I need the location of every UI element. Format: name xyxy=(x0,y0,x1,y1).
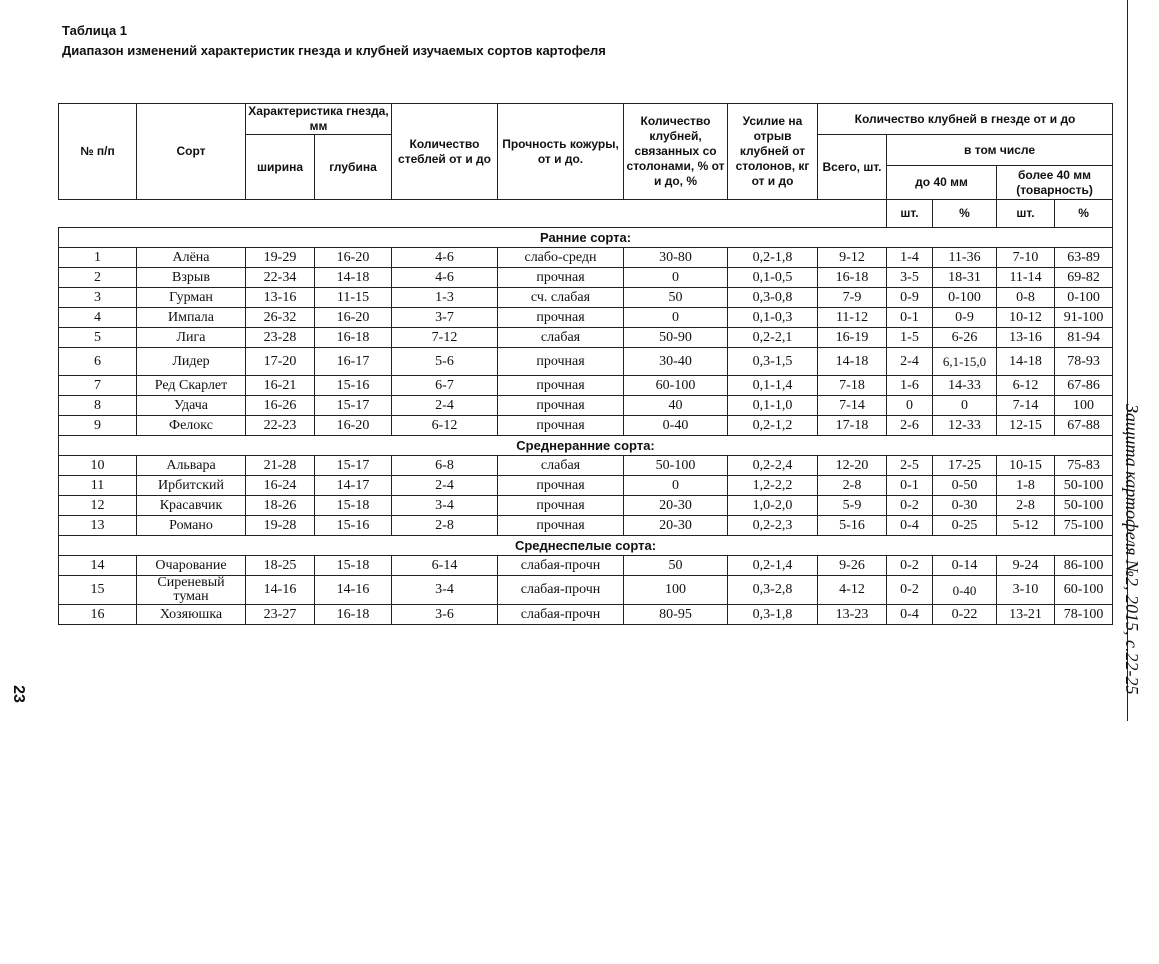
header-stems: Количество стеблей от и до xyxy=(392,104,498,200)
cell-over40-pcs: 13-16 xyxy=(997,328,1055,348)
cell-upto40-pcs: 2-6 xyxy=(887,416,933,436)
cell-depth: 16-20 xyxy=(315,248,392,268)
cell-skin: слабая-прочн xyxy=(498,576,624,605)
cell-effort: 0,2-1,8 xyxy=(728,248,818,268)
cell-num: 16 xyxy=(59,605,137,625)
cell-depth: 15-18 xyxy=(315,556,392,576)
cell-over40-pcs: 9-24 xyxy=(997,556,1055,576)
cell-effort: 0,2-2,1 xyxy=(728,328,818,348)
cell-total: 9-26 xyxy=(818,556,887,576)
cell-upto40-pcs: 2-4 xyxy=(887,348,933,376)
group-header-row xyxy=(59,228,1113,248)
table-row xyxy=(59,516,1113,536)
table-row xyxy=(59,288,1113,308)
table-body xyxy=(59,228,1113,625)
table-row xyxy=(59,328,1113,348)
cell-sort: Ирбитский xyxy=(137,476,246,496)
cell-stems: 6-12 xyxy=(392,416,498,436)
cell-skin: прочная xyxy=(498,396,624,416)
cell-stolon-linked: 0 xyxy=(624,476,728,496)
cell-num: 13 xyxy=(59,516,137,536)
cell-skin: слабая-прочн xyxy=(498,556,624,576)
header-total: Всего, шт. xyxy=(818,135,887,200)
table-row xyxy=(59,376,1113,396)
cell-depth: 16-17 xyxy=(315,348,392,376)
cell-effort: 0,3-0,8 xyxy=(728,288,818,308)
table-row xyxy=(59,396,1113,416)
cell-upto40-pct: 6-26 xyxy=(933,328,997,348)
header-nest-group: Характеристика гнезда, мм xyxy=(246,104,392,135)
cell-width: 16-24 xyxy=(246,476,315,496)
cell-stolon-linked: 0 xyxy=(624,268,728,288)
cell-over40-pcs: 12-15 xyxy=(997,416,1055,436)
cell-width: 23-28 xyxy=(246,328,315,348)
cell-stolon-linked: 0-40 xyxy=(624,416,728,436)
header-tubers-group: Количество клубней в гнезде от и до xyxy=(818,104,1113,135)
cell-stolon-linked: 50 xyxy=(624,556,728,576)
cell-stems: 3-4 xyxy=(392,576,498,605)
cell-stems: 3-7 xyxy=(392,308,498,328)
cell-over40-pcs: 0-8 xyxy=(997,288,1055,308)
cell-width: 26-32 xyxy=(246,308,315,328)
cell-upto40-pcs: 0-2 xyxy=(887,556,933,576)
header-num: № п/п xyxy=(59,104,137,200)
cell-total: 9-12 xyxy=(818,248,887,268)
cell-effort: 0,1-1,4 xyxy=(728,376,818,396)
cell-width: 18-25 xyxy=(246,556,315,576)
cell-upto40-pct: 0-30 xyxy=(933,496,997,516)
cell-over40-pcs: 7-10 xyxy=(997,248,1055,268)
cell-upto40-pct: 12-33 xyxy=(933,416,997,436)
group-header-row xyxy=(59,436,1113,456)
cell-depth: 16-20 xyxy=(315,308,392,328)
cell-over40-pct: 50-100 xyxy=(1055,476,1113,496)
cell-effort: 0,2-1,2 xyxy=(728,416,818,436)
cell-over40-pcs: 7-14 xyxy=(997,396,1055,416)
cell-stolon-linked: 30-40 xyxy=(624,348,728,376)
header-including: в том числе xyxy=(887,135,1113,166)
cell-sort: Гурман xyxy=(137,288,246,308)
cell-stolon-linked: 100 xyxy=(624,576,728,605)
cell-upto40-pcs: 0-2 xyxy=(887,496,933,516)
cell-depth: 14-16 xyxy=(315,576,392,605)
cell-upto40-pct: 17-25 xyxy=(933,456,997,476)
cell-total: 17-18 xyxy=(818,416,887,436)
cell-skin: слабая xyxy=(498,328,624,348)
header-width: ширина xyxy=(246,135,315,200)
cell-skin: слабо-средн xyxy=(498,248,624,268)
table-row xyxy=(59,268,1113,288)
table-row xyxy=(59,248,1113,268)
cell-total: 7-9 xyxy=(818,288,887,308)
table-row xyxy=(59,348,1113,376)
cell-over40-pct: 67-86 xyxy=(1055,376,1113,396)
cell-over40-pcs: 5-12 xyxy=(997,516,1055,536)
cell-stems: 6-14 xyxy=(392,556,498,576)
cell-sort: Хозяюшка xyxy=(137,605,246,625)
cell-num: 3 xyxy=(59,288,137,308)
cell-effort: 0,3-2,8 xyxy=(728,576,818,605)
cell-over40-pcs: 3-10 xyxy=(997,576,1055,605)
cell-sort: Сиреневый туман xyxy=(137,576,246,605)
cell-width: 18-26 xyxy=(246,496,315,516)
cell-depth: 15-16 xyxy=(315,516,392,536)
cell-over40-pct: 67-88 xyxy=(1055,416,1113,436)
cell-upto40-pct: 0 xyxy=(933,396,997,416)
cell-effort: 0,1-0,3 xyxy=(728,308,818,328)
cell-stolon-linked: 60-100 xyxy=(624,376,728,396)
cell-num: 4 xyxy=(59,308,137,328)
cell-upto40-pct: 6,1-15,0 xyxy=(933,348,997,376)
cell-effort: 1,2-2,2 xyxy=(728,476,818,496)
cell-width: 23-27 xyxy=(246,605,315,625)
cell-width: 16-21 xyxy=(246,376,315,396)
cell-over40-pcs: 10-12 xyxy=(997,308,1055,328)
cell-sort: Взрыв xyxy=(137,268,246,288)
header-upto40: до 40 мм xyxy=(887,166,997,200)
cell-width: 13-16 xyxy=(246,288,315,308)
cell-stems: 2-8 xyxy=(392,516,498,536)
cell-num: 12 xyxy=(59,496,137,516)
cell-stolon-linked: 40 xyxy=(624,396,728,416)
cell-skin: слабая xyxy=(498,456,624,476)
cell-num: 1 xyxy=(59,248,137,268)
cell-skin: прочная xyxy=(498,376,624,396)
cell-upto40-pcs: 3-5 xyxy=(887,268,933,288)
cell-width: 22-23 xyxy=(246,416,315,436)
cell-width: 19-28 xyxy=(246,516,315,536)
cell-upto40-pct: 11-36 xyxy=(933,248,997,268)
cell-sort: Удача xyxy=(137,396,246,416)
table-row xyxy=(59,496,1113,516)
cell-upto40-pct: 0-50 xyxy=(933,476,997,496)
table-row xyxy=(59,456,1113,476)
cell-total: 11-12 xyxy=(818,308,887,328)
cell-over40-pct: 78-93 xyxy=(1055,348,1113,376)
cell-total: 4-12 xyxy=(818,576,887,605)
cell-upto40-pcs: 1-4 xyxy=(887,248,933,268)
cell-effort: 0,1-0,5 xyxy=(728,268,818,288)
cell-effort: 0,1-1,0 xyxy=(728,396,818,416)
group-header-row xyxy=(59,536,1113,556)
cell-num: 6 xyxy=(59,348,137,376)
cell-upto40-pct: 0-14 xyxy=(933,556,997,576)
cell-width: 19-29 xyxy=(246,248,315,268)
header-upto40-pcs: шт. xyxy=(887,200,933,228)
cell-over40-pct: 100 xyxy=(1055,396,1113,416)
table-row xyxy=(59,308,1113,328)
cell-depth: 16-18 xyxy=(315,605,392,625)
cell-num: 2 xyxy=(59,268,137,288)
group-label: Ранние сорта: xyxy=(59,228,1113,248)
cell-total: 2-8 xyxy=(818,476,887,496)
cell-num: 8 xyxy=(59,396,137,416)
cell-effort: 0,2-1,4 xyxy=(728,556,818,576)
cell-sort: Фелокс xyxy=(137,416,246,436)
header-stolon-linked: Количество клубней, связанных со столонами, % от и до, % xyxy=(624,104,728,200)
cell-skin: слабая-прочн xyxy=(498,605,624,625)
cell-stems: 6-8 xyxy=(392,456,498,476)
cell-upto40-pct: 0-25 xyxy=(933,516,997,536)
header-over40-pct: % xyxy=(1055,200,1113,228)
cell-skin: прочная xyxy=(498,416,624,436)
table-number: Таблица 1 xyxy=(62,23,128,38)
cell-upto40-pcs: 0-1 xyxy=(887,476,933,496)
cell-total: 16-19 xyxy=(818,328,887,348)
cell-upto40-pcs: 1-5 xyxy=(887,328,933,348)
cell-width: 17-20 xyxy=(246,348,315,376)
table-row xyxy=(59,605,1113,625)
cell-stolon-linked: 50 xyxy=(624,288,728,308)
cell-stolon-linked: 50-100 xyxy=(624,456,728,476)
cell-over40-pcs: 11-14 xyxy=(997,268,1055,288)
cell-over40-pct: 81-94 xyxy=(1055,328,1113,348)
cell-skin: прочная xyxy=(498,496,624,516)
header-skin: Прочность кожуры, от и до. xyxy=(498,104,624,200)
cell-total: 7-14 xyxy=(818,396,887,416)
cell-total: 16-18 xyxy=(818,268,887,288)
group-label: Среднеранние сорта: xyxy=(59,436,1113,456)
cell-upto40-pcs: 0-9 xyxy=(887,288,933,308)
cell-stems: 7-12 xyxy=(392,328,498,348)
cell-over40-pct: 0-100 xyxy=(1055,288,1113,308)
cell-depth: 16-18 xyxy=(315,328,392,348)
cell-width: 16-26 xyxy=(246,396,315,416)
cell-upto40-pcs: 1-6 xyxy=(887,376,933,396)
cell-stolon-linked: 20-30 xyxy=(624,496,728,516)
cell-upto40-pcs: 2-5 xyxy=(887,456,933,476)
cell-skin: прочная xyxy=(498,268,624,288)
cell-stems: 3-4 xyxy=(392,496,498,516)
cell-sort: Алёна xyxy=(137,248,246,268)
cell-stolon-linked: 30-80 xyxy=(624,248,728,268)
cell-stems: 4-6 xyxy=(392,268,498,288)
cell-skin: прочная xyxy=(498,516,624,536)
cell-over40-pct: 91-100 xyxy=(1055,308,1113,328)
cell-over40-pcs: 10-15 xyxy=(997,456,1055,476)
group-label: Среднеспелые сорта: xyxy=(59,536,1113,556)
cell-upto40-pct: 0-40 xyxy=(933,576,997,605)
cell-upto40-pct: 0-100 xyxy=(933,288,997,308)
cell-over40-pct: 86-100 xyxy=(1055,556,1113,576)
cell-total: 5-16 xyxy=(818,516,887,536)
cell-sort: Красавчик xyxy=(137,496,246,516)
cell-stems: 1-3 xyxy=(392,288,498,308)
cell-skin: прочная xyxy=(498,348,624,376)
cell-total: 12-20 xyxy=(818,456,887,476)
cell-upto40-pcs: 0-4 xyxy=(887,605,933,625)
cell-effort: 0,2-2,4 xyxy=(728,456,818,476)
cell-num: 5 xyxy=(59,328,137,348)
cell-depth: 15-18 xyxy=(315,496,392,516)
cell-depth: 15-17 xyxy=(315,456,392,476)
cell-upto40-pcs: 0-1 xyxy=(887,308,933,328)
cell-total: 14-18 xyxy=(818,348,887,376)
cell-effort: 0,3-1,8 xyxy=(728,605,818,625)
cell-num: 14 xyxy=(59,556,137,576)
cell-width: 14-16 xyxy=(246,576,315,605)
cell-depth: 11-15 xyxy=(315,288,392,308)
cell-over40-pct: 75-100 xyxy=(1055,516,1113,536)
cell-sort: Лидер xyxy=(137,348,246,376)
cell-num: 7 xyxy=(59,376,137,396)
table-row xyxy=(59,576,1113,605)
cell-upto40-pcs: 0-4 xyxy=(887,516,933,536)
cell-over40-pct: 75-83 xyxy=(1055,456,1113,476)
cell-width: 22-34 xyxy=(246,268,315,288)
header-effort: Усилие на отрыв клубней от столонов, кг от и до xyxy=(728,104,818,200)
cell-stems: 2-4 xyxy=(392,476,498,496)
header-upto40-pct: % xyxy=(933,200,997,228)
cell-upto40-pcs: 0 xyxy=(887,396,933,416)
cell-effort: 1,0-2,0 xyxy=(728,496,818,516)
cell-upto40-pct: 18-31 xyxy=(933,268,997,288)
cell-width: 21-28 xyxy=(246,456,315,476)
table-row xyxy=(59,556,1113,576)
cell-depth: 15-17 xyxy=(315,396,392,416)
cell-over40-pct: 50-100 xyxy=(1055,496,1113,516)
table-row xyxy=(59,476,1113,496)
cell-sort: Очарование xyxy=(137,556,246,576)
cell-depth: 14-17 xyxy=(315,476,392,496)
cell-stems: 2-4 xyxy=(392,396,498,416)
cell-upto40-pct: 0-22 xyxy=(933,605,997,625)
cell-effort: 0,2-2,3 xyxy=(728,516,818,536)
cell-over40-pcs: 1-8 xyxy=(997,476,1055,496)
potato-varieties-table xyxy=(58,103,1113,625)
cell-sort: Ред Скарлет xyxy=(137,376,246,396)
cell-total: 5-9 xyxy=(818,496,887,516)
cell-upto40-pct: 0-9 xyxy=(933,308,997,328)
cell-skin: прочная xyxy=(498,476,624,496)
table-caption xyxy=(62,21,606,61)
cell-skin: сч. слабая xyxy=(498,288,624,308)
cell-over40-pcs: 14-18 xyxy=(997,348,1055,376)
cell-num: 9 xyxy=(59,416,137,436)
cell-total: 13-23 xyxy=(818,605,887,625)
cell-sort: Альвара xyxy=(137,456,246,476)
cell-num: 15 xyxy=(59,576,137,605)
cell-sort: Лига xyxy=(137,328,246,348)
cell-depth: 16-20 xyxy=(315,416,392,436)
cell-stems: 6-7 xyxy=(392,376,498,396)
cell-upto40-pcs: 0-2 xyxy=(887,576,933,605)
table-title: Диапазон изменений характеристик гнезда и клубней изучаемых сортов картофеля xyxy=(62,43,606,58)
cell-stolon-linked: 0 xyxy=(624,308,728,328)
cell-skin: прочная xyxy=(498,308,624,328)
cell-effort: 0,3-1,5 xyxy=(728,348,818,376)
journal-citation: Защита картофеля №2, 2015, с.22-25 xyxy=(1122,404,1142,695)
table-row xyxy=(59,416,1113,436)
table-header xyxy=(59,104,1113,228)
cell-total: 7-18 xyxy=(818,376,887,396)
header-depth: глубина xyxy=(315,135,392,200)
cell-sort: Романо xyxy=(137,516,246,536)
cell-stems: 5-6 xyxy=(392,348,498,376)
cell-stolon-linked: 50-90 xyxy=(624,328,728,348)
cell-stems: 3-6 xyxy=(392,605,498,625)
header-over40: более 40 мм (товарность) xyxy=(997,166,1113,200)
cell-over40-pcs: 2-8 xyxy=(997,496,1055,516)
cell-upto40-pct: 14-33 xyxy=(933,376,997,396)
header-over40-pcs: шт. xyxy=(997,200,1055,228)
cell-over40-pcs: 6-12 xyxy=(997,376,1055,396)
cell-stolon-linked: 20-30 xyxy=(624,516,728,536)
cell-num: 11 xyxy=(59,476,137,496)
cell-stems: 4-6 xyxy=(392,248,498,268)
cell-stolon-linked: 80-95 xyxy=(624,605,728,625)
cell-over40-pct: 78-100 xyxy=(1055,605,1113,625)
cell-depth: 15-16 xyxy=(315,376,392,396)
cell-over40-pct: 69-82 xyxy=(1055,268,1113,288)
cell-over40-pct: 63-89 xyxy=(1055,248,1113,268)
cell-sort: Импала xyxy=(137,308,246,328)
cell-over40-pct: 60-100 xyxy=(1055,576,1113,605)
header-sort: Сорт xyxy=(137,104,246,200)
page-number: 23 xyxy=(10,685,27,703)
cell-num: 10 xyxy=(59,456,137,476)
cell-over40-pcs: 13-21 xyxy=(997,605,1055,625)
cell-depth: 14-18 xyxy=(315,268,392,288)
